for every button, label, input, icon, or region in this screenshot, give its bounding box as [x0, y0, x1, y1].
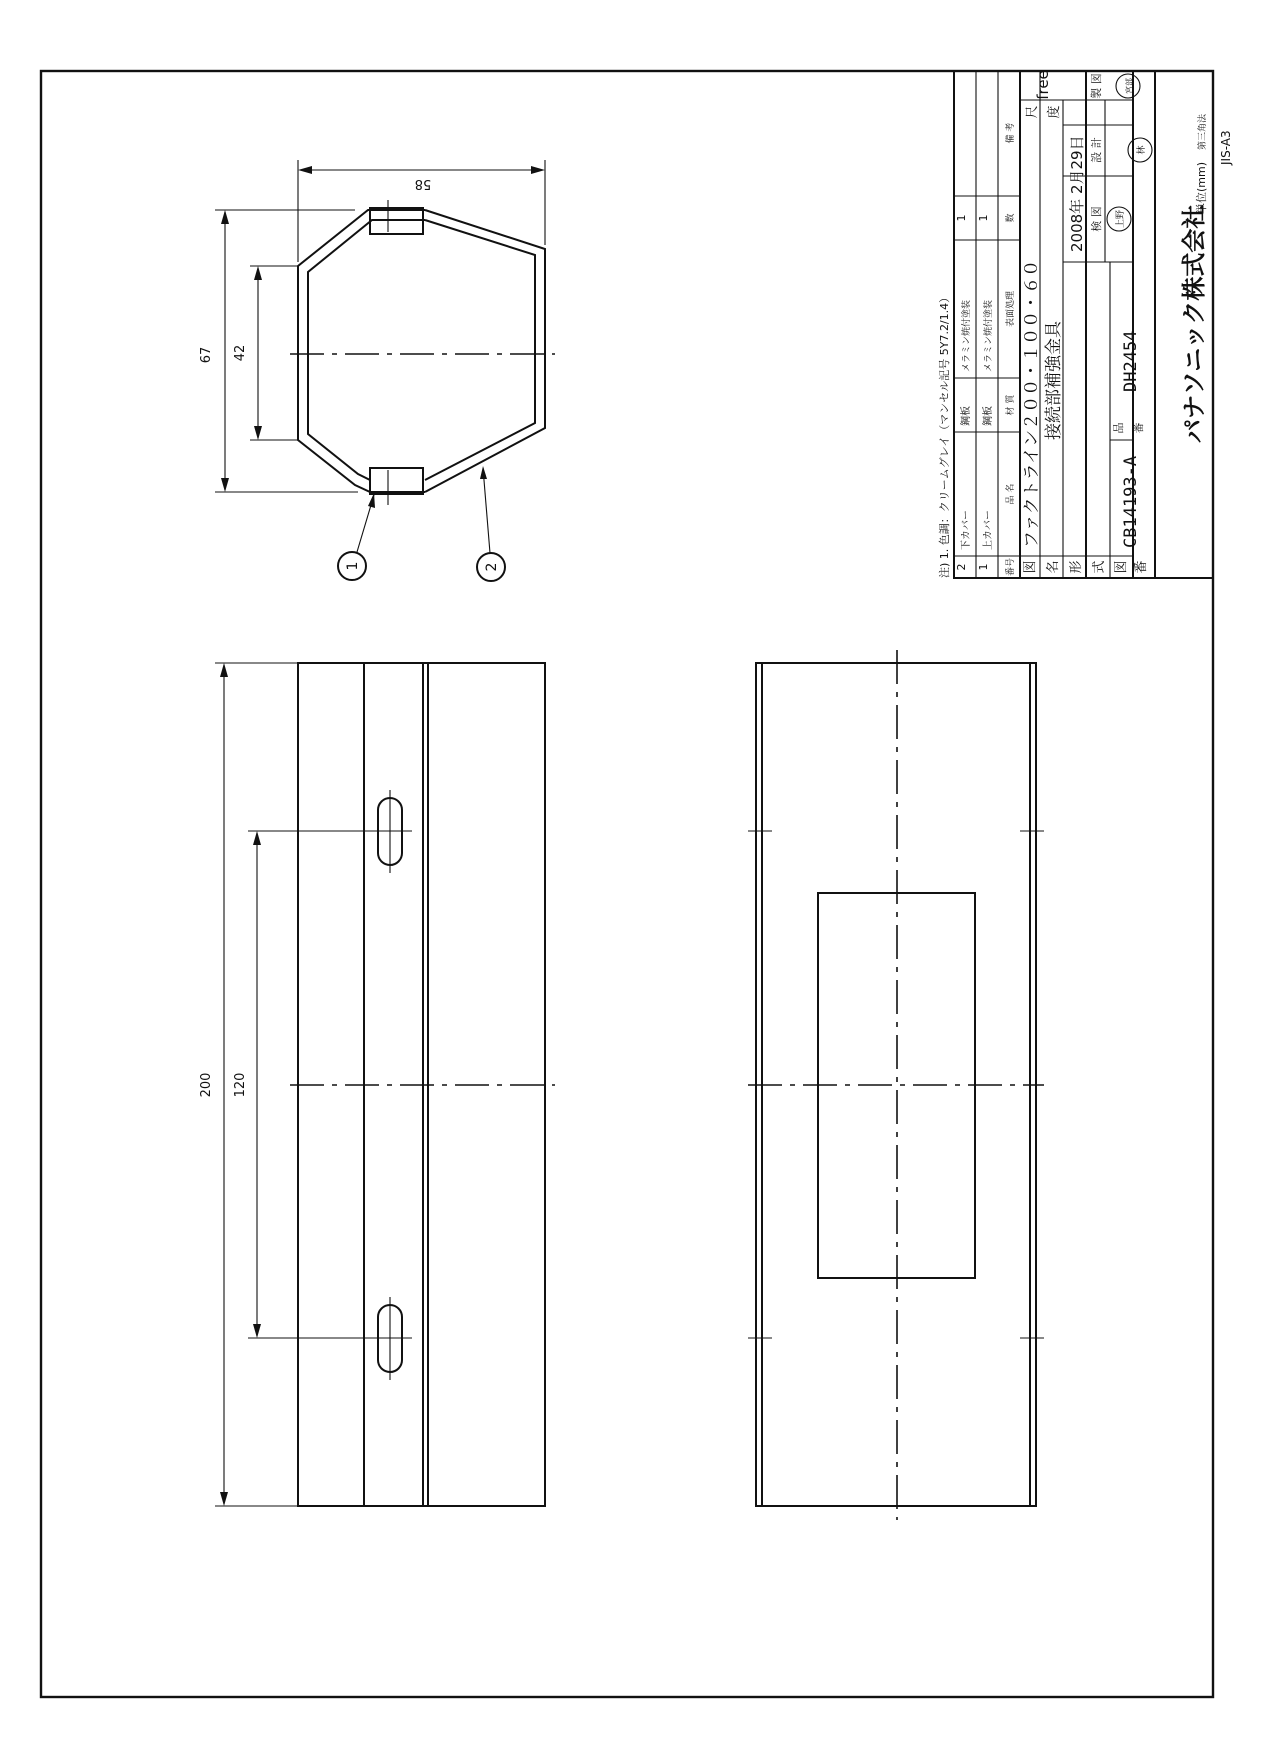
part-2-material: 鋼板: [961, 406, 972, 426]
drawing-number: CB14193-A: [1121, 455, 1141, 548]
unit-label: 単位(mm): [1195, 161, 1208, 214]
dim-width: 58: [414, 176, 432, 191]
part-2-no: 2: [955, 563, 968, 571]
part-1-surface: メラミン焼付塗装: [984, 299, 994, 372]
label-scale-2: 度: [1047, 105, 1062, 119]
scale-value: free: [1034, 70, 1052, 100]
label-product-number: 番: [1132, 422, 1145, 434]
header-remarks: 備 考: [1006, 122, 1016, 144]
label-name: 名: [1046, 560, 1061, 574]
plan-view: [748, 650, 1044, 1520]
role-draft: 製 図: [1090, 73, 1103, 99]
projection-label: 第三角法: [1198, 113, 1208, 150]
label-form: 式: [1092, 560, 1107, 574]
label-drawing-number: 図: [1114, 560, 1129, 574]
balloon-1: 1: [345, 561, 361, 571]
section-view: [199, 160, 555, 581]
drawing-name-1: ファクトライン２００・１００・６０: [1022, 259, 1042, 548]
balloon-2: 2: [484, 562, 500, 572]
drawing-date: 2008年 2月29日: [1068, 135, 1086, 252]
dim-length: 200: [199, 1072, 214, 1098]
header-no: 番号: [1006, 557, 1016, 577]
part-1-name: 上カバー: [983, 510, 994, 550]
part-2-qty: 1: [955, 214, 968, 222]
role-check: 検 図: [1090, 206, 1103, 232]
stamp-draft: 宮部: [1125, 78, 1134, 94]
dim-inner-height: 42: [233, 344, 248, 362]
side-view: [199, 663, 555, 1506]
drawing-name-2: 接続部補強金具: [1044, 321, 1064, 440]
part-2-surface: メラミン焼付塗装: [962, 299, 972, 372]
part-2-name: 下カバー: [961, 510, 972, 550]
stamp-check: 上野: [1116, 209, 1126, 229]
color-note: 注) 1. 色調：クリームグレイ（マンセル記号 5Y7.2/1.4）: [938, 291, 951, 578]
label-product: 品: [1112, 422, 1125, 434]
label-drawing: 図: [1023, 560, 1038, 574]
part-1-no: 1: [977, 563, 990, 571]
dim-overall-height: 67: [199, 346, 214, 364]
header-material: 材 質: [1006, 394, 1016, 416]
dim-slot-pitch: 120: [233, 1072, 248, 1098]
part-1-material: 鋼板: [983, 406, 994, 426]
label-number: 番: [1134, 560, 1149, 574]
company-name: パナソニック株式会社: [1180, 204, 1208, 443]
label-type: 形: [1069, 560, 1084, 574]
part-1-qty: 1: [977, 214, 990, 222]
header-qty: 数: [1006, 213, 1016, 223]
label-scale-1: 尺: [1025, 105, 1040, 119]
header-name: 品 名: [1006, 483, 1016, 505]
paper-size: JIS-A3: [1219, 130, 1233, 165]
title-block: [938, 70, 1233, 578]
stamp-design: 林: [1137, 145, 1147, 155]
role-design: 設 計: [1090, 137, 1103, 163]
product-number: DH2454: [1121, 330, 1141, 392]
header-surface: 表面処理: [1006, 290, 1016, 328]
